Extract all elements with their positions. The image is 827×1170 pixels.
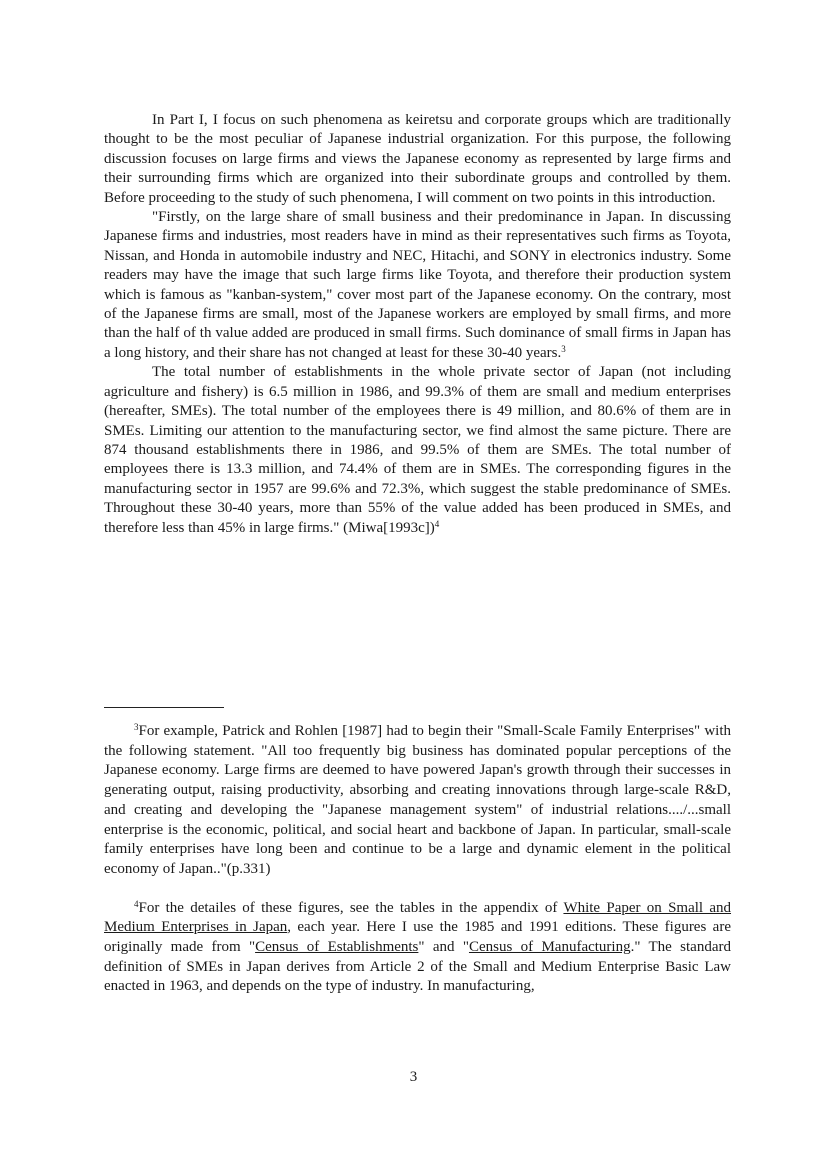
page-number: 3 bbox=[409, 1069, 418, 1085]
footnotes bbox=[104, 722, 731, 997]
footnote-4: $^4$For the detailes of these figures, see the tables in the appendix of White Paper on Small and Medium Enterprises in Japan, each year. Here I use the 1985 and 1991 editions. These figures are originally made from "Census of Establishments" and "Census of Manufacturing." The standard definition of SMEs in Japan derives from Article 2 of the Small and Medium Enterprise Basic Law enacted in 1963, and depends on the type of industry. In manufacturing, bbox=[104, 898, 732, 995]
census-establishments-title: Census of Establishments bbox=[255, 939, 419, 956]
footnote-ref-3[interactable]: 3 bbox=[561, 343, 566, 354]
footnote-3: $^3$For example, Patrick and Rohlen [1987] had to begin their "Small-Scale Family Enterprises" with the following statement. "All too frequently big business has dominated popular perceptions of the Japanese economy. Large firms are deemed to have powered Japan's growth through their successes in generating output, raising productivity, absorbing and creating innovations through large-scale R&D, and creating and developing the "Japanese management system" of industrial relations..../...small enterprise is the economic, political, and social heart and backbone of Japan. In particular, small-scale family enterprises have long been and continue to be a large and dynamic element in the political economy of Japan.."(p.331) bbox=[104, 722, 731, 877]
paragraph-intro: In Part I, I focus on such phenomena as keiretsu and corporate groups which are traditionally thought to be the most peculiar of Japanese industrial organization. For this purpose, the following discussion focuses on large firms and views the Japanese economy as represented by large firms and their surrounding firms which are organized into their subordinate groups and controlled by them. Before proceeding to the study of such phenomena, I will comment on two points in this introduction. bbox=[104, 112, 731, 206]
footnote-mark-4: 4 bbox=[134, 898, 139, 909]
white-paper-title: White Paper on Small and Medium Enterprises in Japan bbox=[104, 899, 732, 936]
footnote-separator bbox=[104, 707, 224, 708]
census-manufacturing-title: Census of Manufacturing bbox=[468, 939, 631, 956]
footnote-ref-4[interactable]: 4 bbox=[434, 518, 440, 529]
main-text bbox=[104, 111, 731, 538]
paragraph-small-business: "Firstly, on the large share of small business and their predominance in Japan. In discussing Japanese firms and industries, most readers have in mind as their representatives such firms as Toyota, Nissan, and Honda in automobile industry and NEC, Hitachi, and SONY in electronics industry. Some readers may have the image that such large firms like Toyota, and therefore their production system which is famous as "kanban-system," cover most part of the Japanese economy. On the contrary, most of the Japanese firms are small, most of the Japanese workers are employed by small firms, and more than the half of th value added are produced in small firms. Such dominance of small firms in Japan has a long history, and their share has not changed at least for these 30-40 years.$^3$ bbox=[104, 209, 731, 361]
paragraph-statistics: The total number of establishments in the whole private sector of Japan (not including agriculture and fishery) is 6.5 million in 1986, and 99.3% of them are small and medium enterprises (hereafter, SMEs). The total number of the employees there is 49 million, and 80.6% of them are in SMEs. Limiting our attention to the manufacturing sector, we find almost the same picture. There are 874 thousand establishments there in 1986, and 99.5% of them are SMEs. The total number of employees there is 13.3 million, and 74.4% of them are in SMEs. The corresponding figures in the manufacturing sector in 1957 are 99.6% and 72.3%, which suggest the stable predominance of SMEs. Throughout these 30-40 years, more than 55% of the value added has been produced in SMEs, and therefore less than 45% in large firms." (Miwa[1993c])$^4$ bbox=[104, 364, 731, 536]
footnote-mark-3: 3 bbox=[134, 722, 139, 732]
